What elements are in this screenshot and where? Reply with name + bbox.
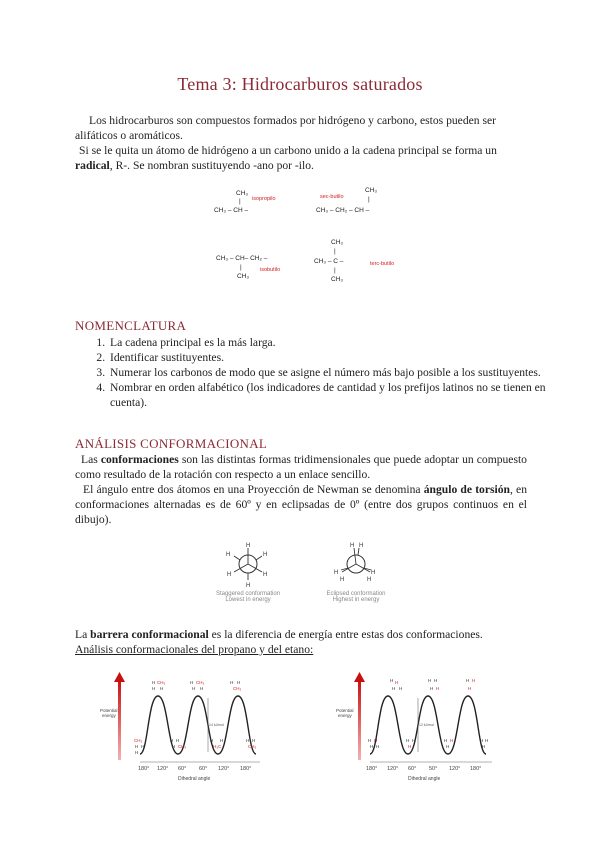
- analisis-text-2b: , en conformaciones alternadas es de 60º y en eclipsadas de 0º (entre dos grupos continuos en el dibujo).: [75, 483, 528, 526]
- bond-line: |: [239, 198, 241, 205]
- list-item: 3. Numerar los carbonos de modo que se asigne el número más bajo posible a los sustituyentes.: [108, 365, 563, 380]
- nomenclatura-list: [75, 335, 563, 410]
- ylabel-2: energy: [338, 713, 352, 718]
- svg-text:H: H: [406, 738, 410, 743]
- svg-text:H: H: [466, 678, 470, 683]
- ylabel-1: Potential: [336, 708, 354, 713]
- svg-text:H: H: [246, 738, 250, 743]
- svg-text:H: H: [368, 738, 372, 743]
- analisis-paragraph-1: [75, 452, 527, 482]
- svg-text:H: H: [482, 744, 486, 749]
- tick-label: 180°: [366, 766, 378, 772]
- svg-text:H: H: [370, 744, 374, 749]
- propane-energy-plot: [100, 670, 275, 782]
- barrera-bold: barrera conformacional: [90, 628, 209, 641]
- tick-label: 60°: [199, 766, 208, 772]
- svg-text:H: H: [485, 738, 489, 743]
- svg-text:H: H: [408, 744, 412, 749]
- analisis-heading: ANÁLISIS CONFORMACIONAL: [75, 436, 268, 451]
- nomenclatura-heading: NOMENCLATURA: [75, 318, 187, 333]
- analisis-bold-conformaciones: conformaciones: [100, 453, 179, 466]
- svg-text:H: H: [252, 738, 256, 743]
- tercbutilo-top: CH₃: [331, 239, 344, 246]
- tercbutilo-bottom: CH₃: [331, 276, 344, 283]
- intro-paragraph-2: [75, 143, 527, 173]
- svg-text:H: H: [350, 543, 355, 549]
- analisis-text-2a: El ángulo entre dos átomos en una Proyección de Newman se denomina: [83, 483, 421, 496]
- bond-line: |: [368, 196, 370, 203]
- analisis-text-1a: Las: [81, 453, 98, 466]
- svg-text:H: H: [263, 552, 268, 558]
- tick-label: 120°: [387, 766, 399, 772]
- svg-text:H: H: [135, 750, 139, 755]
- barrera-text-a: La: [75, 628, 88, 641]
- eclipsed-caption: [313, 591, 399, 603]
- tick-label: 120°: [157, 766, 169, 772]
- svg-text:H: H: [434, 678, 438, 683]
- svg-text:CH₃: CH₃: [233, 686, 242, 691]
- tercbutilo-main: CH₃ – C –: [314, 258, 344, 265]
- svg-text:H: H: [436, 686, 440, 691]
- isobutilo-label: isobutilo: [260, 267, 281, 273]
- tick-label: 60°: [178, 766, 187, 772]
- xlabel: Dihedral angle: [408, 776, 441, 782]
- svg-text:H: H: [334, 570, 339, 576]
- intro-text-2b: , R-. Se nombran sustituyendo -ano por -ilo.: [109, 159, 314, 172]
- ylabel-1: Potential: [100, 708, 118, 713]
- barrera-paragraph: [75, 627, 535, 642]
- list-item: 1. La cadena principal es la más larga.: [108, 335, 563, 350]
- svg-text:H: H: [390, 678, 394, 683]
- svg-text:H: H: [263, 572, 268, 578]
- svg-text:H: H: [468, 686, 472, 691]
- svg-text:H: H: [246, 543, 251, 549]
- tick-label: 60°: [408, 766, 417, 772]
- eclipsed-caption-1: Eclipsed conformation: [326, 591, 386, 597]
- bond-line: |: [240, 264, 242, 271]
- svg-text:H: H: [160, 686, 164, 691]
- intro-paragraph-1: [75, 113, 527, 143]
- intro-text-2a: Si se le quita un átomo de hidrógeno a un carbono unido a la cadena principal se forma un: [79, 144, 497, 157]
- isobutilo-main: CH₃ – CH– CH₂ –: [216, 255, 268, 262]
- svg-text:H: H: [226, 552, 231, 558]
- svg-text:H: H: [176, 738, 180, 743]
- svg-text:H: H: [430, 686, 434, 691]
- analisis-paragraph-2: [75, 482, 527, 527]
- svg-text:H: H: [237, 680, 241, 685]
- svg-text:H: H: [135, 744, 139, 749]
- svg-text:H: H: [412, 738, 416, 743]
- tick-label: 180°: [138, 766, 150, 772]
- page-title: Tema 3: Hidrocarburos saturados: [177, 74, 423, 94]
- svg-text:H: H: [192, 686, 196, 691]
- svg-text:H: H: [399, 686, 403, 691]
- svg-text:CH₃: CH₃: [178, 744, 187, 749]
- svg-text:H: H: [152, 680, 156, 685]
- tercbutilo-label: terc-butilo: [370, 261, 395, 267]
- svg-text:CH₃: CH₃: [134, 738, 143, 743]
- staggered-newman: [226, 543, 267, 589]
- svg-text:H: H: [450, 738, 454, 743]
- svg-text:H: H: [170, 738, 174, 743]
- isopropilo-top: CH₃: [236, 190, 249, 197]
- staggered-caption-1: Staggered conformation: [215, 591, 281, 597]
- svg-text:CH₃: CH₃: [196, 680, 205, 685]
- newman-projections: [210, 535, 400, 597]
- right-barrier-label: 12 kJ/mol: [419, 723, 434, 727]
- xlabel: Dihedral angle: [178, 776, 211, 782]
- barrera-text-b: es la diferencia de energía entre estas dos conformaciones.: [211, 628, 483, 641]
- svg-text:H: H: [392, 686, 396, 691]
- svg-text:H: H: [141, 744, 145, 749]
- svg-text:H: H: [210, 738, 214, 743]
- svg-text:H: H: [367, 577, 372, 583]
- svg-text:H: H: [374, 738, 378, 743]
- secbutilo-main: CH₃ – CH₂ – CH –: [316, 207, 370, 214]
- list-item: 2. Identificar sustituyentes.: [108, 350, 563, 365]
- intro-bold-radical: radical: [75, 159, 110, 172]
- svg-text:H: H: [376, 744, 380, 749]
- tick-label: 120°: [218, 766, 230, 772]
- svg-text:H: H: [230, 680, 234, 685]
- ylabel-2: energy: [102, 713, 116, 718]
- svg-text:H: H: [172, 744, 176, 749]
- list-item: 4. Nombrar en orden alfabético (los indicadores de cantidad y los prefijos latinos no se tienen en cuenta).: [108, 380, 563, 410]
- secbutilo-top: CH₃: [365, 187, 378, 194]
- svg-text:H: H: [480, 738, 484, 743]
- staggered-caption-2: Lowest in energy: [225, 597, 271, 603]
- svg-text:H₃C: H₃C: [213, 744, 222, 749]
- bond-line: |: [334, 267, 336, 274]
- svg-text:CH₃: CH₃: [157, 680, 166, 685]
- svg-text:H: H: [152, 686, 156, 691]
- isopropilo-main: CH₃ – CH –: [214, 207, 249, 214]
- intro-text-1: Los hidrocarburos son compuestos formados por hidrógeno y carbono, estos pueden ser alifáticos o aromáticos.: [75, 114, 496, 142]
- left-barrier-label: 14 kJ/mol: [209, 723, 224, 727]
- svg-text:H: H: [446, 744, 450, 749]
- tick-label: 180°: [240, 766, 252, 772]
- svg-text:H: H: [220, 738, 224, 743]
- bond-line: |: [334, 248, 336, 255]
- svg-text:H: H: [371, 570, 376, 576]
- analisis-text-1b: son las distintas formas tridimensionales que puede adoptar un compuesto como resultado de la rotación con respecto a un enlace sencillo.: [75, 453, 527, 481]
- svg-text:H: H: [227, 572, 232, 578]
- isobutilo-bottom: CH₃: [237, 273, 250, 280]
- ethane-energy-plot: [322, 670, 497, 782]
- svg-text:H: H: [472, 678, 476, 683]
- tick-label: 180°: [470, 766, 482, 772]
- eclipsed-newman: [334, 543, 375, 583]
- staggered-caption: [205, 591, 291, 603]
- svg-text:H: H: [200, 686, 204, 691]
- svg-text:CH₃: CH₃: [248, 744, 257, 749]
- analisis-bold-torsion: ángulo de torsión: [423, 483, 510, 496]
- tick-label: 50°: [429, 766, 438, 772]
- isopropilo-label: isopropilo: [252, 196, 276, 202]
- svg-text:H: H: [340, 577, 345, 583]
- secbutilo-label: sec-butilo: [320, 194, 344, 200]
- svg-text:H: H: [444, 738, 448, 743]
- analisis-subheading: Análisis conformacionales del propano y del etano:: [75, 643, 314, 656]
- svg-text:H: H: [428, 678, 432, 683]
- svg-text:H: H: [246, 583, 251, 589]
- eclipsed-caption-2: Highest in energy: [332, 597, 380, 603]
- svg-text:H: H: [359, 543, 364, 549]
- tick-label: 120°: [449, 766, 461, 772]
- svg-text:H: H: [190, 680, 194, 685]
- svg-text:H: H: [395, 680, 399, 685]
